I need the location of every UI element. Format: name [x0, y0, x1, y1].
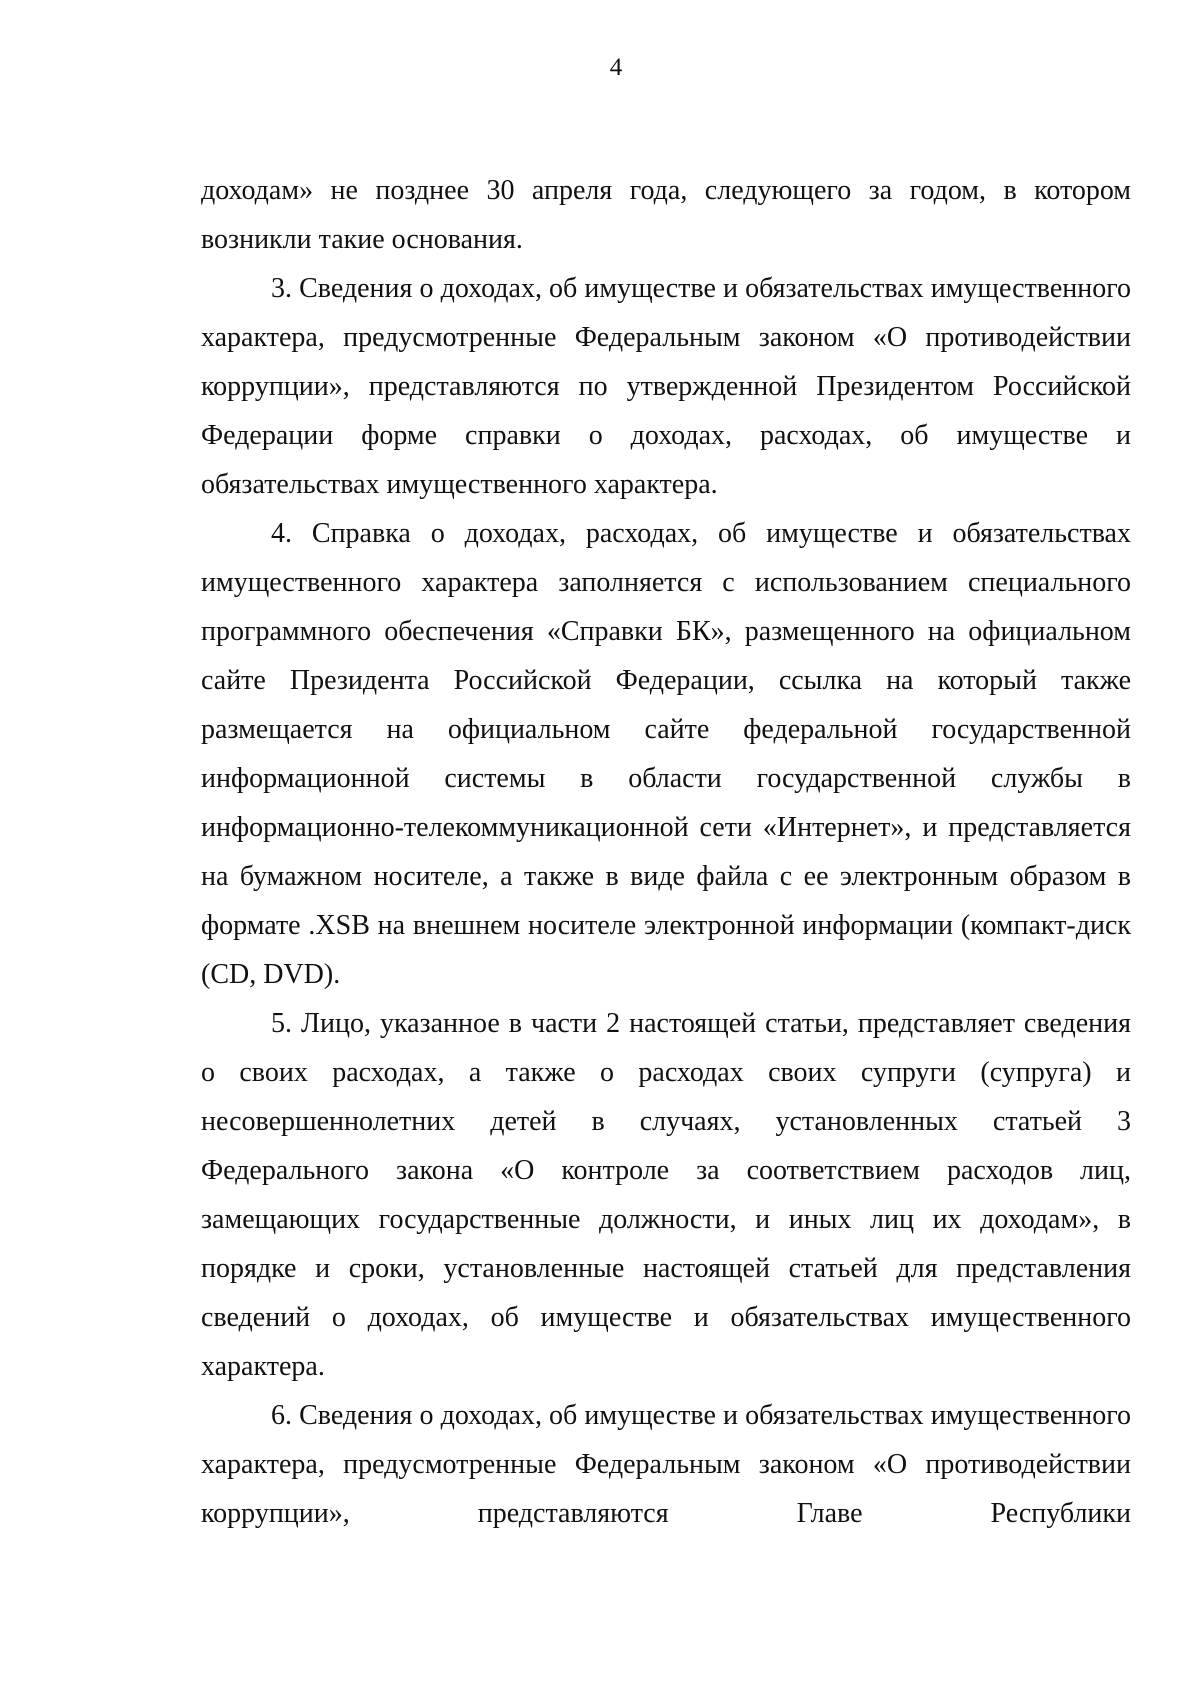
paragraph-continuation: доходам» не позднее 30 апреля года, следующего за годом, в котором возникли такие основания. — [201, 175, 1131, 255]
paragraph-4: 4. Справка о доходах, расходах, об имуществе и обязательствах имущественного характера заполняется с использованием специального программного обеспечения «Справки БК», размещенного на официальном сайте Президента Российской Федерации, ссылка на который также размещается на официальном сайте федеральной государственной информационной системы в области государственной службы в информационно-телекоммуникационной сети «Интернет», и представляется на бумажном носителе, а также в виде файла с ее электронным образом в формате .XSB на внешнем носителе электронной информации (компакт-диск (CD, DVD). — [201, 518, 1131, 990]
document-body — [201, 166, 1131, 1538]
paragraph-6: 6. Сведения о доходах, об имуществе и обязательствах имущественного характера, предусмотренные Федеральным законом «О противодействии коррупции», представляются Главе Республики — [201, 1400, 1131, 1529]
paragraph-3: 3. Сведения о доходах, об имуществе и обязательствах имущественного характера, предусмотренные Федеральным законом «О противодействии коррупции», представляются по утвержденной Президентом Российской Федерации форме справки о доходах, расходах, об имуществе и обязательствах имущественного характера. — [201, 273, 1131, 500]
page-number: 4 — [609, 54, 623, 81]
paragraph-5: 5. Лицо, указанное в части 2 настоящей статьи, представляет сведения о своих расходах, а также о расходах своих супруги (супруга) и несовершеннолетних детей в случаях, установленных статьей 3 Федерального закона «О контроле за соответствием расходов лиц, замещающих государственные должности, и иных лиц их доходам», в порядке и сроки, установленные настоящей статьей для представления сведений о доходах, об имуществе и обязательствах имущественного характера. — [201, 1008, 1131, 1382]
